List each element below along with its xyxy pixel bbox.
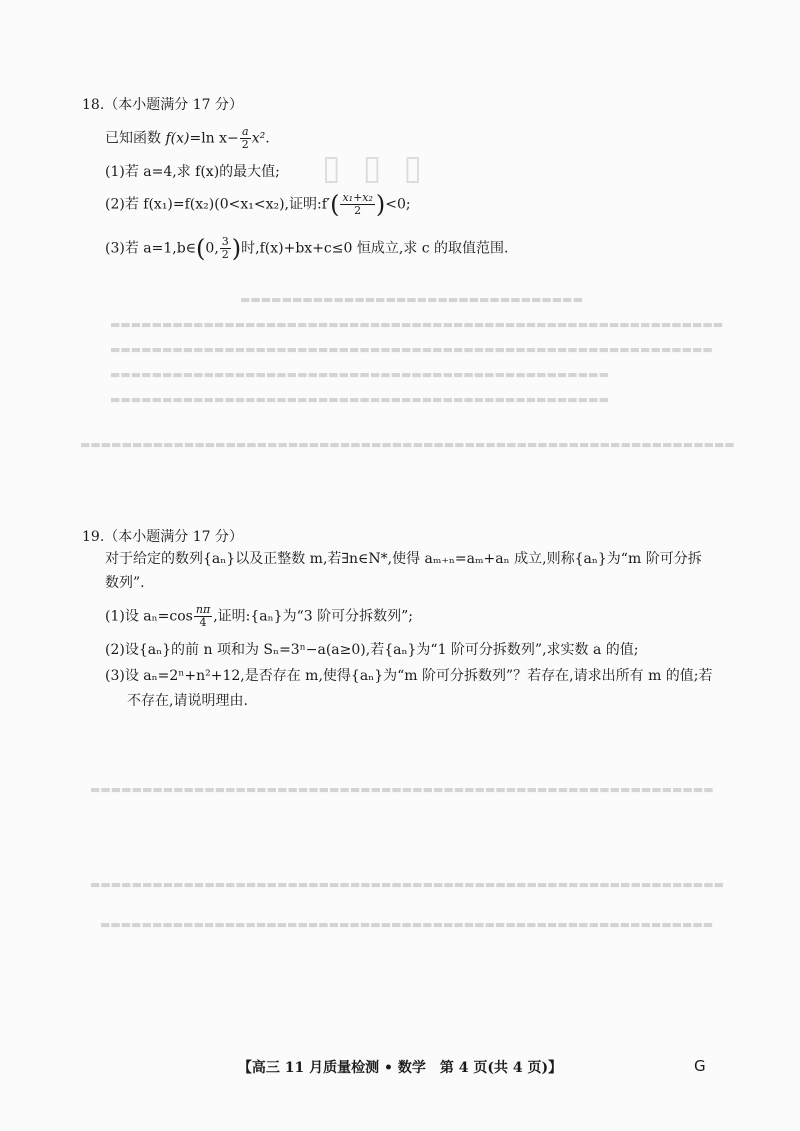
interval-zero: 0, [205,240,219,257]
question-18-header: 18.（本小题满分 17 分） [82,97,243,113]
part-2-text: (2)若 f(x₁)=f(x₂)(0<x₁<x₂),证明:f′ [105,196,331,213]
question-19-stem-line-1: 对于给定的数列{aₙ}以及正整数 m,若∃n∈N*,使得 aₘ₊ₙ=aₘ+aₙ 成立,则称{aₙ}为“m 阶可分拆 [105,551,702,567]
bleed-through-title: ▯▯▯ [322,148,445,188]
part-3-end: 时,f(x)+bx+c≤0 恒成立,求 c 的取值范围. [241,240,509,257]
bleed-through-line: ▬▬▬▬▬▬▬▬▬▬▬▬▬▬▬▬▬▬▬▬▬▬▬▬▬▬▬▬▬▬▬▬▬▬▬▬▬▬▬▬▬▬▬▬▬▬▬▬▬▬▬▬▬▬▬▬▬▬▬ [100,918,714,931]
fraction-a-over-2 [240,126,251,151]
question-18-stem [105,126,270,151]
right-paren: ) [231,234,242,263]
question-19-part-3-line-2: 不存在,请说明理由. [127,693,248,709]
part-2-end: <0; [385,196,411,213]
question-18-part-2 [105,192,411,217]
frac-numerator: x₁+x₂ [342,191,373,204]
stem-prefix: 已知函数 [105,130,161,147]
frac-denominator: 2 [241,138,249,151]
bleed-through-line: ▬▬▬▬▬▬▬▬▬▬▬▬▬▬▬▬▬▬▬▬▬▬▬▬▬▬▬▬▬▬▬▬▬▬▬▬▬▬▬▬▬▬▬▬▬▬▬▬▬▬▬▬▬▬▬▬▬▬▬ [110,318,724,331]
bleed-through-line: ▬▬▬▬▬▬▬▬▬▬▬▬▬▬▬▬▬▬▬▬▬▬▬▬▬▬▬▬▬▬▬▬▬▬▬▬▬▬▬▬▬▬▬▬▬▬▬▬ [110,393,609,406]
question-19-part-3-line-1: (3)设 aₙ=2ⁿ+n²+12,是否存在 m,使得{aₙ}为“m 阶可分拆数列”？若存在,请求出所有 m 的值;若 [105,668,713,684]
bleed-through-line: ▬▬▬▬▬▬▬▬▬▬▬▬▬▬▬▬▬▬▬▬▬▬▬▬▬▬▬▬▬▬▬▬▬▬▬▬▬▬▬▬▬▬▬▬▬▬▬▬ [110,368,609,381]
bleed-through-line: ▬▬▬▬▬▬▬▬▬▬▬▬▬▬▬▬▬▬▬▬▬▬▬▬▬▬▬▬▬▬▬▬▬▬▬▬▬▬▬▬▬▬▬▬▬▬▬▬▬▬▬▬▬▬▬▬▬▬▬▬▬ [90,878,724,891]
question-19-part-1 [105,604,413,629]
bleed-through-line: ▬▬▬▬▬▬▬▬▬▬▬▬▬▬▬▬▬▬▬▬▬▬▬▬▬▬▬▬▬▬▬▬▬▬▬▬▬▬▬▬▬▬▬▬▬▬▬▬▬▬▬▬▬▬▬▬▬▬ [110,343,713,356]
right-paren: ) [375,190,386,219]
frac-denominator: 4 [199,616,207,629]
x-squared: x² [251,130,266,147]
function-name: f(x) [165,130,190,147]
question-19-stem-line-2: 数列”. [105,575,145,591]
frac-numerator: nπ [195,603,211,616]
question-18-part-1: (1)若 a=4,求 f(x)的最大值; [105,164,280,180]
fraction-x-sum-over-2 [340,192,374,217]
stem-end: . [265,130,270,147]
fraction-n-pi-over-4 [194,604,212,629]
paper-version-mark: G [694,1057,706,1075]
fraction-3-over-2 [220,236,231,261]
bleed-through-line: ▬▬▬▬▬▬▬▬▬▬▬▬▬▬▬▬▬▬▬▬▬▬▬▬▬▬▬▬▬▬▬▬▬▬▬▬▬▬▬▬▬▬▬▬▬▬▬▬▬▬▬▬▬▬▬▬▬▬▬▬▬▬▬ [80,438,735,451]
frac-numerator: 3 [221,235,229,248]
question-18-part-3 [105,236,509,261]
question-19-part-2: (2)设{aₙ}的前 n 项和为 Sₙ=3ⁿ−a(a≥0),若{aₙ}为“1 阶可分拆数列”,求实数 a 的值; [105,642,639,658]
frac-numerator: a [240,126,251,139]
bleed-through-line: ▬▬▬▬▬▬▬▬▬▬▬▬▬▬▬▬▬▬▬▬▬▬▬▬▬▬▬▬▬▬▬▬▬▬▬▬▬▬▬▬▬▬▬▬▬▬▬▬▬▬▬▬▬▬▬▬▬▬▬▬ [90,783,714,796]
part-3-text: (3)若 a=1,b∈ [105,240,197,257]
part-1-end: ,证明:{aₙ}为“3 阶可分拆数列”; [213,608,413,625]
left-paren: ( [196,234,206,263]
stem-equation: =ln x− [189,130,239,147]
frac-denominator: 2 [354,204,362,217]
part-1-text: (1)设 aₙ=cos [105,608,193,625]
frac-denominator: 2 [221,248,229,261]
page-footer: 【高三 11 月质量检测 • 数学 第 4 页(共 4 页)】 [237,1060,563,1076]
bleed-through-line: ▬▬▬▬▬▬▬▬▬▬▬▬▬▬▬▬▬▬▬▬▬▬▬▬▬▬▬▬▬▬▬▬▬ [240,293,583,306]
left-paren: ( [330,190,340,219]
question-19-header: 19.（本小题满分 17 分） [82,529,243,545]
